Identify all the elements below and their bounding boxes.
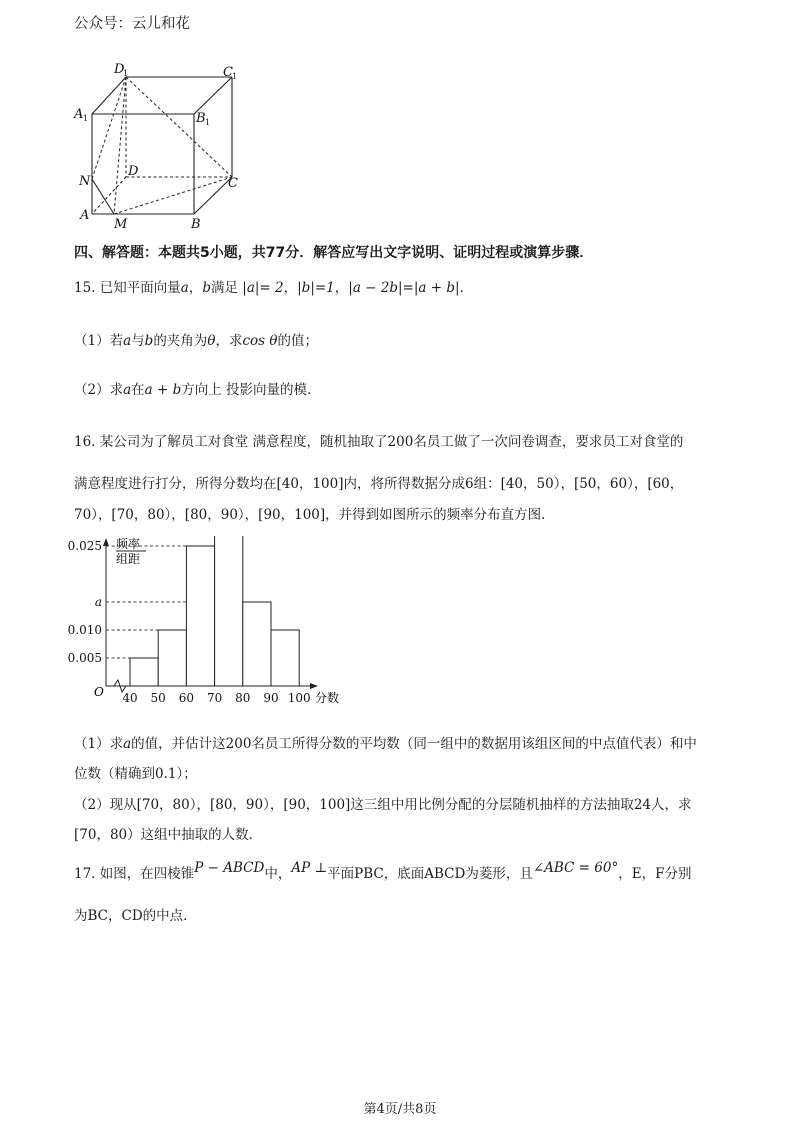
page-footer: 第4页/共8页 — [363, 1102, 437, 1117]
x-tick-label: 90 — [263, 691, 279, 705]
cube-label-b1: B — [196, 111, 206, 126]
cube-label-b1-sub: 1 — [205, 118, 211, 127]
q15-stem: 15. 已知平面向量a，b满足 |a|= 2，|b|=1，|a − 2b|=|a + b|． — [74, 280, 474, 296]
q16-p1-post: 的值，并估计这200名员工所得分数的平均数（同一组中的数据用该组区间的中点值代表）和中 — [131, 736, 697, 752]
q15-p2-pre: （2）求 — [74, 382, 124, 398]
q16-line1: 16. 某公司为了解员工对食堂 满意程度，随机抽取了200名员工做了一次问卷调查，要求员工对食堂的 — [74, 434, 684, 450]
x-tick-label: 80 — [235, 691, 251, 705]
q15-p2-a: a — [123, 382, 132, 398]
q17-angle: ∠ABC = 60° — [532, 860, 619, 876]
q15-p1-theta: θ — [207, 333, 216, 349]
q16-line3: 70），[70，80），[80，90），[90，100]，并得到如图所示的频率分布直方图． — [74, 507, 555, 523]
q17-ap: AP ⊥ — [291, 860, 328, 876]
q15-vector-b: b — [202, 280, 211, 296]
q15-p1-a: a — [123, 333, 132, 349]
q15-cond2: |b|=1 — [297, 280, 335, 296]
q15-p1-pre: （1）若 — [74, 333, 124, 349]
cube-label-a: A — [80, 208, 90, 223]
origin-label: O — [94, 685, 104, 699]
x-tick-label: 70 — [206, 691, 223, 705]
cube-figure — [70, 56, 250, 232]
q17-mid2: 平面PBC，底面ABCD为菱形，且 — [327, 866, 533, 882]
frequency-histogram — [64, 536, 364, 716]
cube-label-m: M — [114, 217, 128, 232]
cube-label-n: N — [79, 174, 91, 189]
cube-label-d: D — [128, 164, 139, 179]
cube-label-d1: D — [114, 62, 125, 77]
q17-line2: 为BC，CD的中点． — [74, 908, 197, 924]
q16-part2-line1: （2）现从[70，80），[80，90），[90，100]这三组中用比例分配的分层随机抽样的方法抽取24人，求 — [74, 797, 692, 813]
q15-p2-sum: a + b — [144, 382, 182, 398]
q15-p1-cos: cos θ — [242, 333, 278, 349]
q15-p2-end: 方向上 投影向量的模． — [181, 382, 321, 398]
q17-pyramid: P − ABCD — [194, 860, 265, 876]
q16-part2-line2: [70，80）这组中抽取的人数． — [74, 827, 263, 843]
q15-stem-pre: 15. 已知平面向量 — [74, 280, 181, 296]
section-title: 四、解答题：本题共5小题，共77分．解答应写出文字说明、证明过程或演算步骤． — [74, 245, 594, 261]
y-axis-arrow — [103, 538, 109, 546]
q15-part2 — [74, 380, 321, 400]
cube-label-a1-sub: 1 — [83, 114, 89, 123]
q16-p1-pre: （1）求 — [74, 736, 124, 752]
histogram-bar — [130, 658, 158, 686]
x-tick-label: 40 — [122, 691, 138, 705]
q17-pre: 17. 如图，在四棱锥 — [74, 866, 195, 882]
q15-stem-mid: 满足 — [210, 280, 238, 296]
q15-p1-mid: 的夹角为 — [153, 333, 208, 349]
x-tick-label: 50 — [150, 691, 166, 705]
y-tick-label: 0.010 — [67, 623, 102, 637]
y-tick-label: 0.005 — [67, 651, 102, 665]
cube-label-c: C — [228, 176, 238, 191]
q15-p1-with: 与 — [131, 333, 145, 349]
histogram-bar — [186, 546, 214, 686]
q16-part1-line2: 位数（精确到0.1）； — [74, 766, 197, 782]
q16-line2: 满意程度进行打分，所得分数均在[40，100]内，将所得数据分成6组：[40，50），[50，60），[60， — [74, 476, 684, 492]
histogram-bar — [243, 602, 271, 686]
cube-label-c1: C — [223, 65, 233, 80]
q17-line1 — [74, 860, 692, 884]
histogram-bar — [158, 630, 186, 686]
cube-label-a1: A — [74, 107, 84, 122]
cube-label-c1-sub: 1 — [232, 72, 238, 81]
y-tick-label: a — [94, 595, 102, 609]
q15-sep: ， — [188, 280, 203, 296]
cube-label-d1-sub: 1 — [123, 69, 129, 78]
y-tick-label: 0.025 — [67, 539, 102, 553]
q15-p2-in: 在 — [131, 382, 145, 398]
ylabel-top: 频率 — [116, 537, 141, 551]
page-header: 公众号：云儿和花 — [74, 16, 190, 32]
x-axis-arrow — [310, 683, 318, 689]
q15-part1 — [74, 331, 318, 351]
ylabel-bottom: 组距 — [116, 552, 141, 566]
q15-end: ． — [459, 280, 474, 296]
q15-cond1: |a|= 2 — [242, 280, 284, 296]
xlabel: 分数 — [315, 691, 340, 705]
q17-mid1: 中， — [264, 866, 292, 882]
q15-vector-a: a — [180, 280, 189, 296]
x-tick-label: 100 — [287, 691, 311, 705]
q15-p1-end: 的值； — [277, 333, 318, 349]
q15-cond3: |a − 2b|=|a + b| — [348, 280, 460, 296]
q15-p1-b: b — [144, 333, 154, 349]
q17-mid3: ，E，F分别 — [618, 866, 692, 882]
histogram-bar — [215, 536, 243, 686]
x-tick-label: 60 — [178, 691, 195, 705]
q16-part1-line1 — [74, 734, 697, 754]
q16-p1-var: a — [123, 736, 132, 752]
histogram-bar — [271, 630, 299, 686]
q15-p1-ask: ，求 — [215, 333, 243, 349]
cube-label-b: B — [191, 217, 201, 232]
